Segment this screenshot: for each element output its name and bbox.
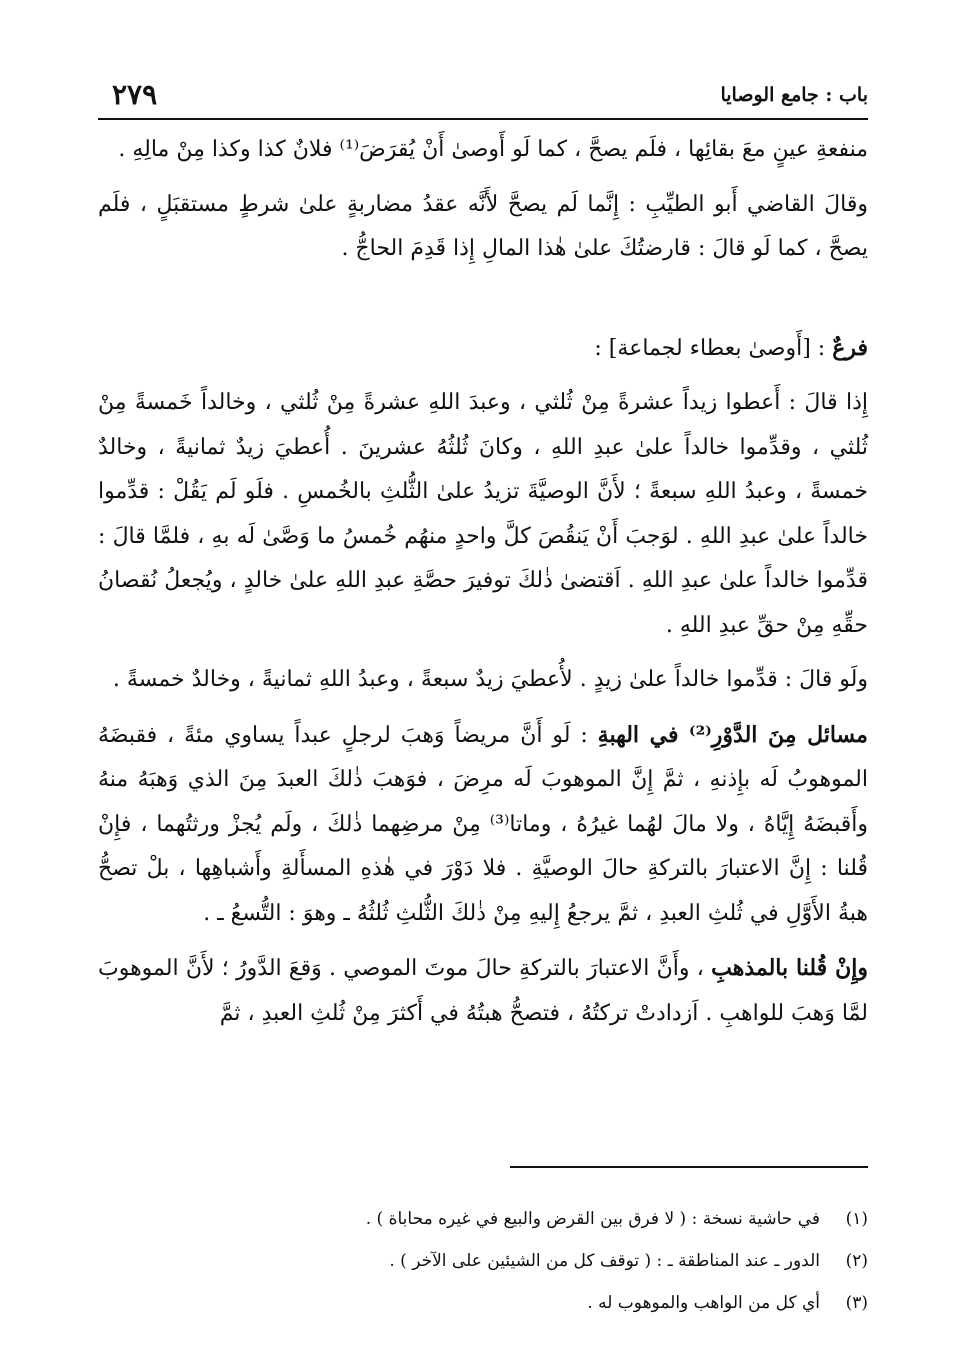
paragraph-text: ، وأَنَّ الاعتبارَ بالتركةِ حالَ موتَ الموصي . وَقعَ الدَّورُ ؛ لأَنَّ الموهوبَ لمَّا وَهبَ للواهبِ . اَزدادتْ تركتُهُ ، فتصحُّ هبتُهُ في أَكثرَ مِنْ ثُلثِ العبدِ ، ثمَّ [98, 956, 868, 1026]
footnote [98, 1282, 868, 1324]
footnotes [98, 1198, 868, 1324]
chapter-title: باب : جامع الوصايا [720, 84, 868, 106]
paragraph-text: : لَو أَنَّ مريضاً وَهبَ لرجلٍ عبداً يساوي مئةً ، فقبضَهُ الموهوبُ لَه بإِذنهِ ، ثمَّ إِنَّ الموهوبَ لَه مرِضَ ، فوَهبَ ذٰلكَ العبدَ مِنَ الذي وَهبَهُ منهُ وأَقبضَهُ إِيَّاهُ ، ولا مالَ لهُما غيرُهُ ، وماتا⁽³⁾ مِنْ مرضِهما ذٰلكَ ، ولَم يُجزْ ورثتُهما ، فإِنْ قُلنا : إِنَّ الاعتبارَ بالتركةِ حالَ الوصيَّةِ . فلا دَوْرَ في هٰذهِ المسأَلةِ وأَشباهِها ، بلْ تصحُّ هبةُ الأَوَّلِ في ثُلثِ العبدِ ، ثمَّ يرجعُ إِليهِ مِنْ ذٰلكَ الثُّلثِ ثُلثُهُ ـ وهوَ : التُّسعُ ـ . [98, 722, 868, 926]
section-heading: فرعٌ [832, 334, 868, 361]
paragraph: ولَو قالَ : قدِّموا خالداً علىٰ زيدٍ . لأُعطيَ زيدٌ سبعةً ، وعبدُ اللهِ ثمانيةً ، وخالدٌ خمسةً . [112, 667, 868, 692]
footnote [98, 1198, 868, 1240]
running-header [98, 78, 868, 120]
footnote-number: (٣) [845, 1293, 868, 1313]
footnote-number: (٢) [845, 1251, 868, 1271]
inline-heading: مسائل مِنَ الدَّوْرِ⁽²⁾ في الهبةِ [597, 721, 868, 748]
footnote [98, 1240, 868, 1282]
page-number: ٢٧٩ [112, 78, 158, 111]
paragraph: وقالَ القاضي أَبو الطيِّبِ : إِنَّما لَم يصحَّ لأَنَّه عقدُ مضاربةٍ علىٰ شرطٍ مستقبَلٍ ، فلَم يصحَّ ، كما لَو قالَ : قارضتُكَ علىٰ هٰذا المالِ إِذا قَدِمَ الحاجُّ . [98, 191, 868, 261]
main-text [98, 128, 868, 1036]
footnote-text: الدور ـ عند المناطقة ـ : ( توقف كل من الشيئين على الآخر ) . [389, 1251, 820, 1271]
paragraph: منفعةِ عينٍ معَ بقائِها ، فلَم يصحَّ ، كما لَو أَوصىٰ أَنْ يُقرَضَ⁽¹⁾ فلانٌ كذا وكذا مِنْ مالِهِ . [118, 137, 868, 162]
footnote-divider [510, 1166, 868, 1168]
section-subtitle: : [أَوصىٰ بعطاء لجماعة] : [594, 335, 833, 361]
paragraph [98, 946, 868, 1036]
footnote-text: أي كل من الواهب والموهوب له . [587, 1293, 820, 1313]
inline-heading: وإِنْ قُلنا بالمذهبِ [711, 955, 868, 981]
section-heading-paragraph [98, 326, 868, 372]
paragraph [98, 713, 868, 937]
footnote-number: (١) [845, 1209, 868, 1229]
footnote-text: في حاشية نسخة : ( لا فرق بين القرض والبيع في غيره محاباة ) . [365, 1209, 820, 1229]
paragraph: إِذا قالَ : أَعطوا زيداً عشرةً مِنْ ثُلثي ، وعبدَ اللهِ عشرةً مِنْ ثُلثي ، وخالداً خَمسةً مِنْ ثُلثي ، وقدِّموا خالداً علىٰ عبدِ اللهِ ، وكانَ ثُلثُهُ عشرينَ . أُعطيَ زيدٌ ثمانيةً ، وخالدٌ خمسةً ، وعبدُ اللهِ سبعةً ؛ لأَنَّ الوصيَّةَ تزيدُ علىٰ الثُّلثِ بالخُمسِ . فلَو لَم يَقُلْ : قدِّموا خالداً علىٰ عبدِ اللهِ . لوَجبَ أَنْ يَنقُصَ كلَّ واحدٍ منهُم خُمسُ ما وَصَّىٰ لَه بهِ ، فلمَّا قالَ : قدِّموا خالداً علىٰ عبدِ اللهِ . اَقتضىٰ ذٰلكَ توفيرَ حصَّةِ عبدِ اللهِ علىٰ خالدٍ ، ويُجعلُ نُقصانُ حقِّهِ مِنْ حقِّ عبدِ اللهِ . [98, 390, 868, 638]
